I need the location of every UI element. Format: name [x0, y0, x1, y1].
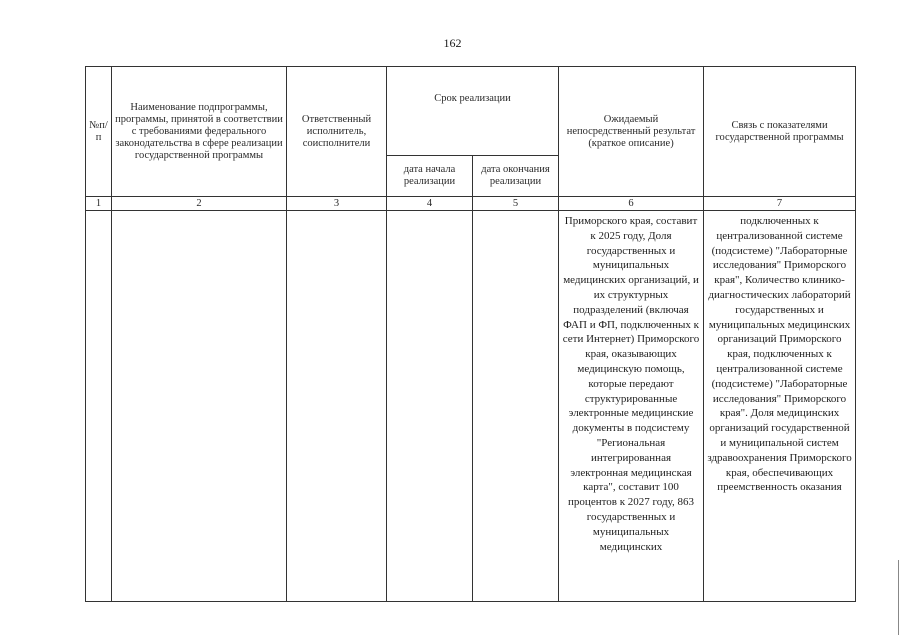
- page-number: 162: [443, 36, 462, 50]
- cell-name: [112, 211, 287, 602]
- scan-edge: [898, 560, 905, 635]
- program-table: [85, 66, 856, 602]
- link-text: подключенных к централизованной системе (подсистеме) "Лабораторные исследования" Приморского края", Количество клинико-диагностических лабораторий государственных и муниципальных медицинских организаций Приморского края, подключенных к централизованной системе (подсистеме) "Лабораторные исследования" Приморского края". Доля медицинских организаций государственной и муниципальной систем здравоохранения Приморского края, обеспечивающих преемственность оказания: [707, 215, 852, 494]
- header-num: №п/п: [86, 67, 112, 197]
- header-link: Связь с показателями государственной программы: [704, 67, 856, 197]
- column-number: 5: [473, 197, 559, 211]
- header-start-date: дата начала реализации: [387, 156, 473, 197]
- column-number: 4: [387, 197, 473, 211]
- cell-num: [86, 211, 112, 602]
- column-number: 7: [704, 197, 856, 211]
- header-period: Срок реализации: [387, 67, 559, 156]
- cell-result: [559, 211, 704, 602]
- table-row: [86, 211, 856, 602]
- cell-responsible: [287, 211, 387, 602]
- result-text: Приморского края, составит к 2025 году, Доля государственных и муниципальных медицинских организаций, и их структурных подразделений (включая ФАП и ФП, подключенных к сети Интернет) Приморского края, оказывающих медицинскую помощь, которые передают структурированные электронные медицинские документы в подсистему "Региональная интегрированная электронная медицинская карта", составит 100 процентов к 2027 году, 863 государственных и муниципальных медицинских: [562, 215, 700, 553]
- column-number: 6: [559, 197, 704, 211]
- cell-start-date: [387, 211, 473, 602]
- column-numbers-row: [86, 197, 856, 211]
- header-end-date: дата окончания реализации: [473, 156, 559, 197]
- column-number: 1: [86, 197, 112, 211]
- cell-link: [704, 211, 856, 602]
- header-result: Ожидаемый непосредственный результат (краткое описание): [559, 67, 704, 197]
- header-responsible: Ответственный исполнитель, соисполнители: [287, 67, 387, 197]
- header-name: Наименование подпрограммы, программы, принятой в соответствии с требованиями федерального законодательства в сфере реализации государственной программы: [112, 67, 287, 197]
- header-row: [86, 67, 856, 156]
- column-number: 2: [112, 197, 287, 211]
- column-number: 3: [287, 197, 387, 211]
- cell-end-date: [473, 211, 559, 602]
